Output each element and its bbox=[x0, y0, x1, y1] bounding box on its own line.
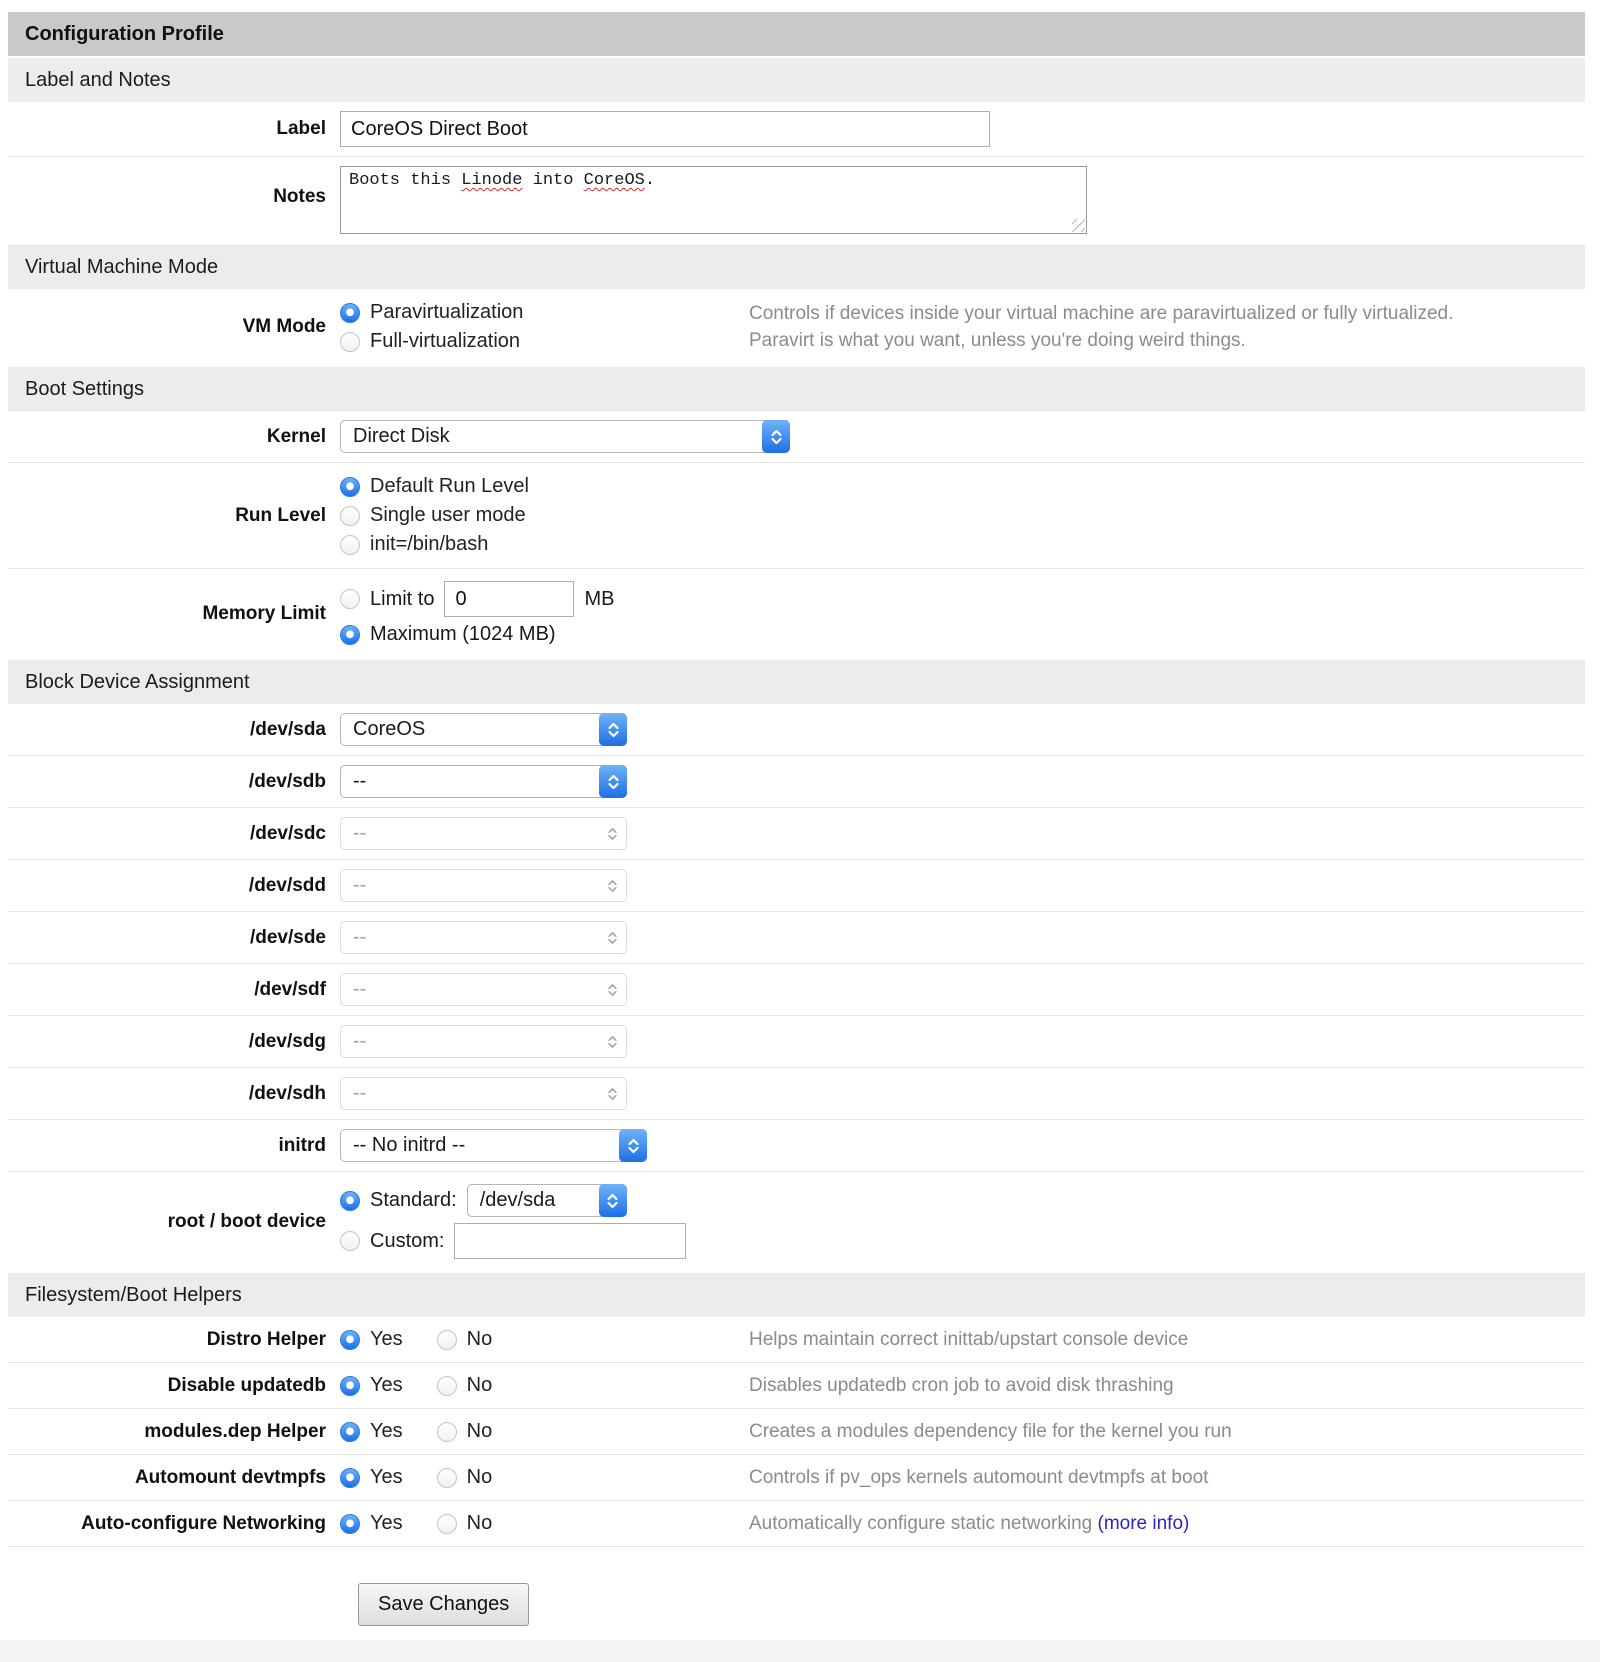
select-value: -- bbox=[353, 1082, 367, 1104]
initrd-label: initrd bbox=[278, 1134, 326, 1156]
sdg-select bbox=[340, 1025, 627, 1058]
kernel-select-value: Direct Disk bbox=[353, 425, 450, 447]
run-level-option-init-bash[interactable] bbox=[340, 533, 529, 556]
select-value: -- bbox=[353, 926, 367, 948]
footer-band bbox=[0, 1640, 1600, 1662]
helper-help-text: Automatically configure static networking bbox=[749, 1513, 1098, 1534]
helper-row-modules-dep bbox=[8, 1409, 1585, 1455]
device-label: /dev/sde bbox=[249, 926, 326, 948]
select-value: -- bbox=[353, 978, 367, 1000]
radio-custom[interactable] bbox=[340, 1231, 360, 1251]
select-chevrons-icon bbox=[619, 1129, 647, 1162]
select-chevrons-icon bbox=[607, 1034, 618, 1050]
root-boot-device-label: root / boot device bbox=[167, 1210, 326, 1232]
helper-label: Automount devtmpfs bbox=[134, 1466, 326, 1488]
sda-select[interactable] bbox=[340, 713, 627, 746]
helper-help-text bbox=[749, 1510, 1539, 1537]
sdf-select bbox=[340, 973, 627, 1006]
select-value: -- No initrd -- bbox=[353, 1134, 466, 1156]
select-chevrons-icon bbox=[607, 826, 618, 842]
device-label: /dev/sdf bbox=[254, 978, 326, 1000]
radio-automount-devtmpfs-no[interactable] bbox=[437, 1468, 457, 1488]
radio-label: Single user mode bbox=[370, 504, 526, 526]
helper-label: Auto-configure Networking bbox=[81, 1512, 326, 1534]
block-device-row-sdf bbox=[8, 964, 1585, 1016]
memory-unit-label: MB bbox=[584, 587, 615, 610]
vm-mode-row bbox=[8, 289, 1585, 365]
section-boot-settings: Boot Settings bbox=[8, 367, 1585, 411]
helper-row-automount-devtmpfs bbox=[8, 1455, 1585, 1501]
initrd-select[interactable] bbox=[340, 1129, 647, 1162]
memory-limit-input[interactable] bbox=[444, 581, 574, 617]
radio-maximum[interactable] bbox=[340, 625, 360, 645]
block-device-row-sda bbox=[8, 704, 1585, 756]
notes-row bbox=[8, 157, 1585, 243]
radio-auto-configure-networking-yes[interactable] bbox=[340, 1514, 360, 1534]
select-value: /dev/sda bbox=[479, 1189, 556, 1211]
page-title: Configuration Profile bbox=[8, 12, 1585, 56]
select-value: -- bbox=[353, 770, 367, 792]
block-device-row-sdd bbox=[8, 860, 1585, 912]
sdh-select bbox=[340, 1077, 627, 1110]
radio-automount-devtmpfs-yes[interactable] bbox=[340, 1468, 360, 1488]
select-chevrons-icon bbox=[599, 713, 627, 746]
no-label: No bbox=[466, 1512, 493, 1534]
radio-modules-dep-yes[interactable] bbox=[340, 1422, 360, 1442]
limit-to-label: Limit to bbox=[370, 587, 435, 610]
kernel-label: Kernel bbox=[266, 425, 326, 447]
standard-device-select[interactable] bbox=[467, 1184, 627, 1217]
helper-help-text: Controls if pv_ops kernels automount devtmpfs at boot bbox=[749, 1467, 1209, 1488]
helper-help-text: Creates a modules dependency file for the kernel you run bbox=[749, 1421, 1232, 1442]
notes-misspelled-word: Linode bbox=[461, 171, 523, 190]
section-filesystem-boot-helpers: Filesystem/Boot Helpers bbox=[8, 1273, 1585, 1317]
radio-auto-configure-networking-no[interactable] bbox=[437, 1514, 457, 1534]
vm-mode-help-text: Controls if devices inside your virtual machine are paravirtualized or fully virtualized. Paravirt is what you want, unless you're doing weird things. bbox=[749, 303, 1454, 351]
radio-paravirtualization[interactable] bbox=[340, 303, 360, 323]
textarea-resize-handle[interactable] bbox=[1072, 219, 1085, 232]
yes-label: Yes bbox=[370, 1512, 403, 1534]
save-changes-button[interactable]: Save Changes bbox=[358, 1583, 529, 1626]
root-device-option-standard[interactable] bbox=[340, 1184, 686, 1217]
block-device-row-sdb bbox=[8, 756, 1585, 808]
radio-label: Full-virtualization bbox=[370, 330, 521, 352]
custom-label: Custom: bbox=[370, 1229, 445, 1252]
notes-text: . bbox=[644, 171, 656, 190]
select-chevrons-icon bbox=[762, 420, 790, 453]
radio-disable-updatedb-no[interactable] bbox=[437, 1376, 457, 1396]
memory-limit-option-limit[interactable] bbox=[340, 581, 614, 617]
label-input[interactable] bbox=[340, 111, 990, 147]
radio-init-bash[interactable] bbox=[340, 535, 360, 555]
notes-field-label: Notes bbox=[273, 186, 326, 207]
label-row bbox=[8, 102, 1585, 157]
helper-row-auto-configure-networking bbox=[8, 1501, 1585, 1547]
vm-mode-option-full-virtualization[interactable] bbox=[340, 330, 749, 353]
initrd-row bbox=[8, 1120, 1585, 1172]
section-label-and-notes: Label and Notes bbox=[8, 58, 1585, 102]
radio-disable-updatedb-yes[interactable] bbox=[340, 1376, 360, 1396]
helper-help-text: Helps maintain correct inittab/upstart console device bbox=[749, 1329, 1189, 1350]
select-chevrons-icon bbox=[607, 1086, 618, 1102]
block-device-row-sdh bbox=[8, 1068, 1585, 1120]
select-chevrons-icon bbox=[607, 878, 618, 894]
select-value: -- bbox=[353, 822, 367, 844]
device-label: /dev/sdg bbox=[248, 1030, 326, 1052]
radio-modules-dep-no[interactable] bbox=[437, 1422, 457, 1442]
radio-distro-helper-no[interactable] bbox=[437, 1330, 457, 1350]
radio-label: Paravirtualization bbox=[370, 301, 524, 323]
kernel-select[interactable] bbox=[340, 420, 790, 453]
select-value: -- bbox=[353, 874, 367, 896]
radio-full-virtualization[interactable] bbox=[340, 332, 360, 352]
device-label: /dev/sdb bbox=[248, 770, 326, 792]
section-virtual-machine-mode: Virtual Machine Mode bbox=[8, 245, 1585, 289]
device-label: /dev/sda bbox=[249, 718, 326, 740]
radio-standard[interactable] bbox=[340, 1191, 360, 1211]
select-value: CoreOS bbox=[353, 718, 426, 740]
no-label: No bbox=[466, 1374, 493, 1396]
custom-device-input[interactable] bbox=[454, 1223, 686, 1259]
sde-select bbox=[340, 921, 627, 954]
run-level-row bbox=[8, 463, 1585, 569]
notes-textarea[interactable] bbox=[340, 166, 1087, 234]
no-label: No bbox=[466, 1420, 493, 1442]
radio-default-run-level[interactable] bbox=[340, 477, 360, 497]
helper-label: Disable updatedb bbox=[167, 1374, 326, 1396]
memory-limit-label: Memory Limit bbox=[202, 602, 326, 624]
standard-label: Standard: bbox=[370, 1189, 457, 1211]
select-chevrons-icon bbox=[607, 982, 618, 998]
no-label: No bbox=[466, 1466, 493, 1488]
helper-row-distro bbox=[8, 1317, 1585, 1363]
memory-limit-row bbox=[8, 569, 1585, 658]
label-field-label: Label bbox=[276, 118, 326, 139]
yes-label: Yes bbox=[370, 1328, 403, 1350]
device-label: /dev/sdh bbox=[248, 1082, 326, 1104]
helper-label: modules.dep Helper bbox=[144, 1420, 326, 1442]
vm-mode-option-paravirtualization[interactable] bbox=[340, 301, 749, 324]
run-level-label: Run Level bbox=[235, 504, 326, 526]
yes-label: Yes bbox=[370, 1420, 403, 1442]
notes-text: into bbox=[522, 171, 584, 190]
root-device-option-custom[interactable] bbox=[340, 1223, 686, 1259]
notes-misspelled-word: CoreOS bbox=[583, 171, 645, 190]
helper-row-updatedb bbox=[8, 1363, 1585, 1409]
notes-text: Boots this bbox=[349, 171, 462, 190]
sdc-select bbox=[340, 817, 627, 850]
select-chevrons-icon bbox=[599, 1184, 627, 1217]
block-device-row-sdc bbox=[8, 808, 1585, 860]
sdd-select bbox=[340, 869, 627, 902]
section-block-device-assignment: Block Device Assignment bbox=[8, 660, 1585, 704]
block-device-row-sde bbox=[8, 912, 1585, 964]
device-label: /dev/sdc bbox=[249, 822, 326, 844]
radio-label: Default Run Level bbox=[370, 475, 529, 497]
maximum-label: Maximum (1024 MB) bbox=[370, 623, 556, 645]
sdb-select[interactable] bbox=[340, 765, 627, 798]
yes-label: Yes bbox=[370, 1466, 403, 1488]
yes-label: Yes bbox=[370, 1374, 403, 1396]
helper-label: Distro Helper bbox=[206, 1328, 326, 1350]
memory-limit-option-maximum[interactable] bbox=[340, 623, 614, 646]
select-chevrons-icon bbox=[607, 930, 618, 946]
radio-limit-to[interactable] bbox=[340, 589, 360, 609]
radio-distro-helper-yes[interactable] bbox=[340, 1330, 360, 1350]
helper-help-text: Disables updatedb cron job to avoid disk thrashing bbox=[749, 1375, 1174, 1396]
no-label: No bbox=[466, 1328, 493, 1350]
block-device-row-sdg bbox=[8, 1016, 1585, 1068]
radio-single-user-mode[interactable] bbox=[340, 506, 360, 526]
run-level-option-default[interactable] bbox=[340, 475, 529, 498]
kernel-row bbox=[8, 411, 1585, 463]
select-value: -- bbox=[353, 1030, 367, 1052]
select-chevrons-icon bbox=[599, 765, 627, 798]
more-info-link[interactable]: (more info) bbox=[1097, 1513, 1190, 1534]
device-label: /dev/sdd bbox=[248, 874, 326, 896]
root-boot-device-row bbox=[8, 1172, 1585, 1271]
run-level-option-single-user[interactable] bbox=[340, 504, 529, 527]
vm-mode-label: VM Mode bbox=[242, 316, 326, 337]
radio-label: init=/bin/bash bbox=[370, 533, 489, 555]
